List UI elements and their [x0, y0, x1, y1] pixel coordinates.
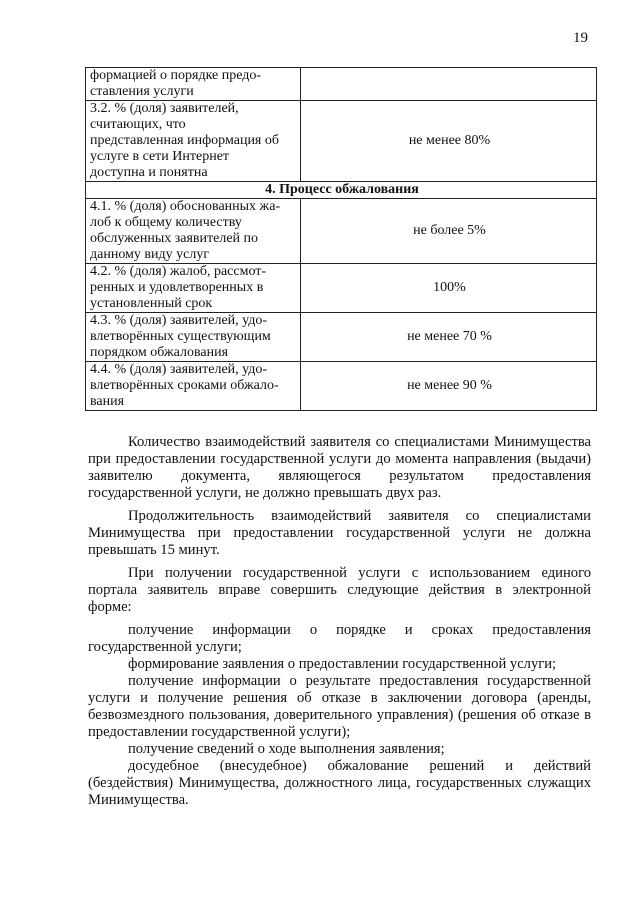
paragraph: формирование заявления о предоставлении государственной услуги; — [128, 656, 557, 672]
criterion-line: 4.4. % (доля) заявителей, удо- — [90, 362, 268, 377]
table-row — [86, 199, 597, 264]
criterion-cell — [86, 101, 301, 182]
value-cell: 100% — [301, 264, 597, 313]
criterion-line: лоб к общему количеству — [90, 215, 242, 230]
criterion-cell — [86, 68, 301, 101]
criterion-line: 4.3. % (доля) заявителей, удо- — [90, 313, 268, 328]
criterion-line: ренных и удовлетворенных в — [90, 280, 264, 295]
paragraph: Количество взаимодействий заявителя со специалистами Минимущества при предоставлении государственной услуги до момента направления (выдачи) заявителю документа, являющегося результатом предоставления государственной услуги, не должно превышать двух раз. — [88, 434, 591, 501]
paragraph: досудебное (внесудебное) обжалование решений и действий (бездействия) Минимущества, должностного лица, государственных служащих Минимущества. — [88, 758, 591, 808]
criterion-cell — [86, 313, 301, 362]
criterion-line: вания — [90, 394, 125, 409]
criterion-line: ставления услуги — [90, 84, 194, 99]
criteria-table — [85, 67, 597, 411]
paragraph: получение сведений о ходе выполнения заявления; — [128, 741, 445, 757]
value-cell: не менее 70 % — [301, 313, 597, 362]
table-section-row — [86, 182, 597, 199]
value-cell — [301, 68, 597, 101]
value-cell: не менее 80% — [301, 101, 597, 182]
criterion-line: данному виду услуг — [90, 247, 210, 262]
page-number: 19 — [573, 30, 588, 46]
table-row — [86, 68, 597, 101]
criterion-line: 4.1. % (доля) обоснованных жа- — [90, 199, 281, 214]
table-row — [86, 362, 597, 411]
criterion-line: 4.2. % (доля) жалоб, рассмот- — [90, 264, 267, 279]
criterion-line: формацией о порядке предо- — [90, 68, 262, 83]
criterion-cell — [86, 199, 301, 264]
criterion-line: установленный срок — [90, 296, 213, 311]
paragraph: При получении государственной услуги с использованием единого портала заявитель вправе совершить следующие действия в электронной форме: — [88, 565, 591, 615]
criterion-cell — [86, 362, 301, 411]
paragraph: получение информации о результате предоставления государственной услуги и получение решения об отказе в заключении договора (аренды, безвозмездного пользования, доверительного управления) (решения об отказе в предоставлении государственной услуги); — [88, 673, 591, 740]
paragraph: получение информации о порядке и сроках предоставления государственной услуги; — [88, 622, 591, 655]
criterion-cell — [86, 264, 301, 313]
criterion-line: представленная информация об — [90, 133, 279, 148]
criterion-line: влетворённых существующим — [90, 329, 271, 344]
value-cell: не более 5% — [301, 199, 597, 264]
body-text — [88, 434, 591, 809]
criterion-line: влетворённых сроками обжало- — [90, 378, 279, 393]
table-row — [86, 313, 597, 362]
section-title: 4. Процесс обжалования — [86, 182, 597, 199]
criterion-line: порядком обжалования — [90, 345, 229, 360]
criterion-line: обслуженных заявителей по — [90, 231, 259, 246]
table-row — [86, 264, 597, 313]
criterion-line: 3.2. % (доля) заявителей, — [90, 101, 239, 116]
criterion-line: считающих, что — [90, 117, 186, 132]
paragraph: Продолжительность взаимодействий заявителя со специалистами Минимущества при предоставлении государственной услуги не должна превышать 15 минут. — [88, 508, 591, 558]
criterion-line: услуге в сети Интернет — [90, 149, 230, 164]
criterion-line: доступна и понятна — [90, 165, 208, 180]
table-row — [86, 101, 597, 182]
value-cell: не менее 90 % — [301, 362, 597, 411]
